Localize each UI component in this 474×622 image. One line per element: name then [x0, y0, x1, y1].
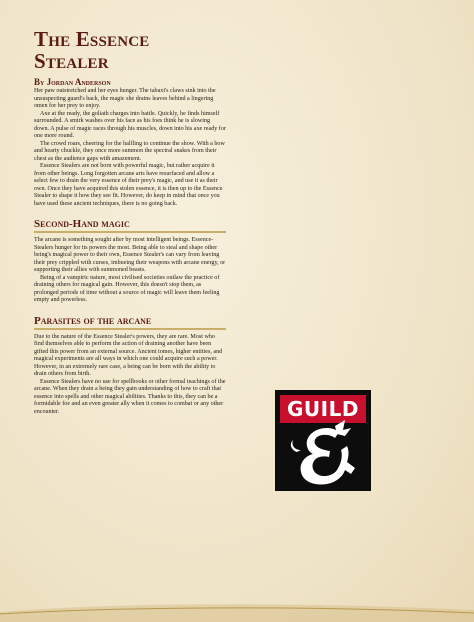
intro-paragraph: Her paw outstretched and her eyes hunger. The tabaxi's claws sink into the unsuspecting guard's back, the magic she drains leaves behind a lingering omen for her prey to enjoy. [34, 88, 216, 109]
section-divider [34, 231, 226, 233]
ampersand-dragon-icon [275, 390, 371, 491]
section-paragraph: Essence Stealers have no use for spellbooks or other formal teachings of the arcane. When they drain a being they gain understanding of how to craft that essence into spells and other magical abilities. Thanks to this, they can be a formidable foe and an even greater ally when it comes to combat or any other encounter. [34, 378, 226, 415]
intro-paragraph: Axe at the ready, the goliath charges into battle. Quickly, he finds himself surrounded. A smirk washes over his face as his foes think he is slowing down. A pulse of magic races through his muscles, down into his axe ready for one more round. [34, 110, 226, 139]
left-column [34, 28, 226, 416]
page-title: The Essence Stealer [34, 27, 150, 73]
section-paragraph: Due to the nature of the Essence Stealer's powers, they are rare. Most who find themselves able to perform the action of draining another have been gifted this power from an external source. Ancient tomes, higher entities, and magical experiments are all ways in which one could acquire such a power. However, in an extremely rare case, a being can be born with the ability to drain others from birth. [34, 333, 223, 377]
guild-logo [275, 390, 371, 491]
page-footer-ornament [0, 600, 474, 622]
intro-paragraph: Essence Stealers are not born with powerful magic, but rather acquire it from other beings. Long forgotten arcane arts have resurfaced and allow a select few to drain the very essence of their prey's magic, and use it as their own. Once they have acquired this stolen essence, it is then up to the Essence Stealer to shape it how they see fit. However, do keep in mind that once you have used these ancient techniques, there is no going back. [34, 163, 223, 207]
intro-paragraph: The crowd roars, cheering for the halfling to continue the show. With a bow and hearty chuckle, they once more summon the spectral snakes from their chest as the audience gaps with amazement. [34, 140, 225, 162]
section-paragraph: Being of a vampiric nature, most civilised societies outlaw the practice of draining others for magical gain. However, this doesn't stop them, as prolonged periods of time without a source of magic will leave them feeling empty and powerless. [34, 274, 220, 303]
logo-text: GUILD [287, 397, 359, 421]
section-heading-parasites-of-the-arcane: Parasites of the arcane [34, 314, 152, 327]
section-paragraph: The arcane is something sought after by most intelligent beings. Essence-Stealers hunger for its powers the most. Being able to steal and shape other being's magical power to their own, Essence Stealer's can vary from leaving their prey crippled with curses, imbueing their weapons with arcane energy, or supporting their allies with summoned beasts. [34, 237, 226, 273]
section-divider [34, 328, 226, 330]
section-heading-second-hand-magic: Second-Hand magic [34, 218, 130, 230]
author-byline: By Jordan Anderson [34, 77, 111, 87]
